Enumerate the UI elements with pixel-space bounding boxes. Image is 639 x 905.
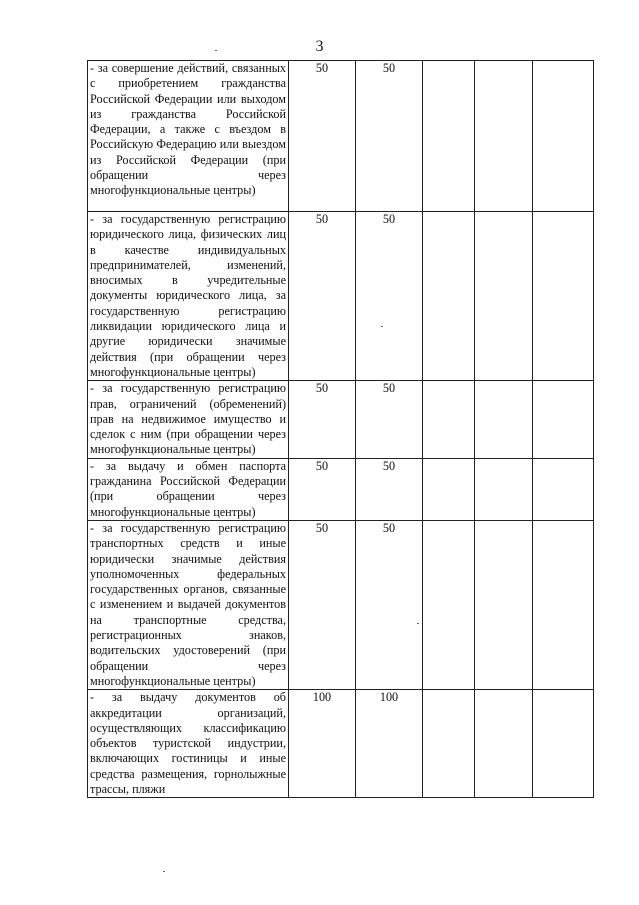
empty-cell [533,458,594,520]
scan-speck [417,623,419,624]
fee-value-col3: 50 [356,458,423,520]
fee-value-col2: 50 [289,458,356,520]
table-row [88,381,594,458]
fee-description: - за выдачу и обмен паспорта гражданина Российской Федерации (при обращении через многофункциональные центры) [88,458,289,520]
empty-cell [475,690,533,798]
table-row [88,520,594,689]
empty-cell [533,690,594,798]
fees-table [87,60,594,798]
empty-cell [423,212,475,381]
empty-cell [475,520,533,689]
empty-cell [475,212,533,381]
table-row [88,212,594,381]
empty-cell [475,458,533,520]
fee-description: - за выдачу документов об аккредитации организаций, осуществляющих классификацию объектов туристской индустрии, включающих гостиницы и иные средства размещения, горнолыжные трассы, пляжи [88,690,289,798]
fee-description: - за государственную регистрацию юридического лица, физических лиц в качестве индивидуальных предпринимателей, изменений, вносимых в учредительные документы юридического лица, за государственную регистрацию ликвидации юридического лица и другие юридически значимые действия (при обращении через многофункциональные центры) [88,212,289,381]
scan-speck [381,326,383,327]
page-number: 3 [315,38,324,55]
table-row [88,690,594,798]
empty-cell [533,381,594,458]
scan-speck [163,871,165,872]
fee-description: - за государственную регистрацию прав, ограничений (обременений) прав на недвижимое имущество и сделок с ним (при обращении через многофункциональные центры) [88,381,289,458]
empty-cell [475,381,533,458]
table-row [88,458,594,520]
fee-value-col3: 50 [356,520,423,689]
fee-value-col3: 100 [356,690,423,798]
empty-cell [423,61,475,212]
empty-cell [423,520,475,689]
scan-speck [215,50,217,51]
fee-value-col3: 50 [356,61,423,212]
empty-cell [423,690,475,798]
fee-description: - за государственную регистрацию транспортных средств и иные юридически значимые действия уполномоченных федеральных государственных органов, связанные с изменением и выдачей документов на транспортные средства, регистрационных знаков, водительских удостоверений (при обращении через многофункциональные центры) [88,520,289,689]
empty-cell [423,381,475,458]
empty-cell [475,61,533,212]
fee-value-col2: 50 [289,61,356,212]
empty-cell [533,212,594,381]
fee-value-col3: 50 [356,381,423,458]
empty-cell [533,61,594,212]
empty-cell [423,458,475,520]
fee-value-col2: 50 [289,520,356,689]
fee-value-col2: 100 [289,690,356,798]
fee-value-col2: 50 [289,212,356,381]
table-row [88,61,594,212]
fee-description: - за совершение действий, связанных с приобретением гражданства Российской Федерации или выходом из гражданства Российской Федерации, а также с въездом в Российскую Федерацию или выездом из Российской Федерации (при обращении через многофункциональные центры) [88,61,289,212]
empty-cell [533,520,594,689]
fee-value-col3: 50 [356,212,423,381]
fee-value-col2: 50 [289,381,356,458]
